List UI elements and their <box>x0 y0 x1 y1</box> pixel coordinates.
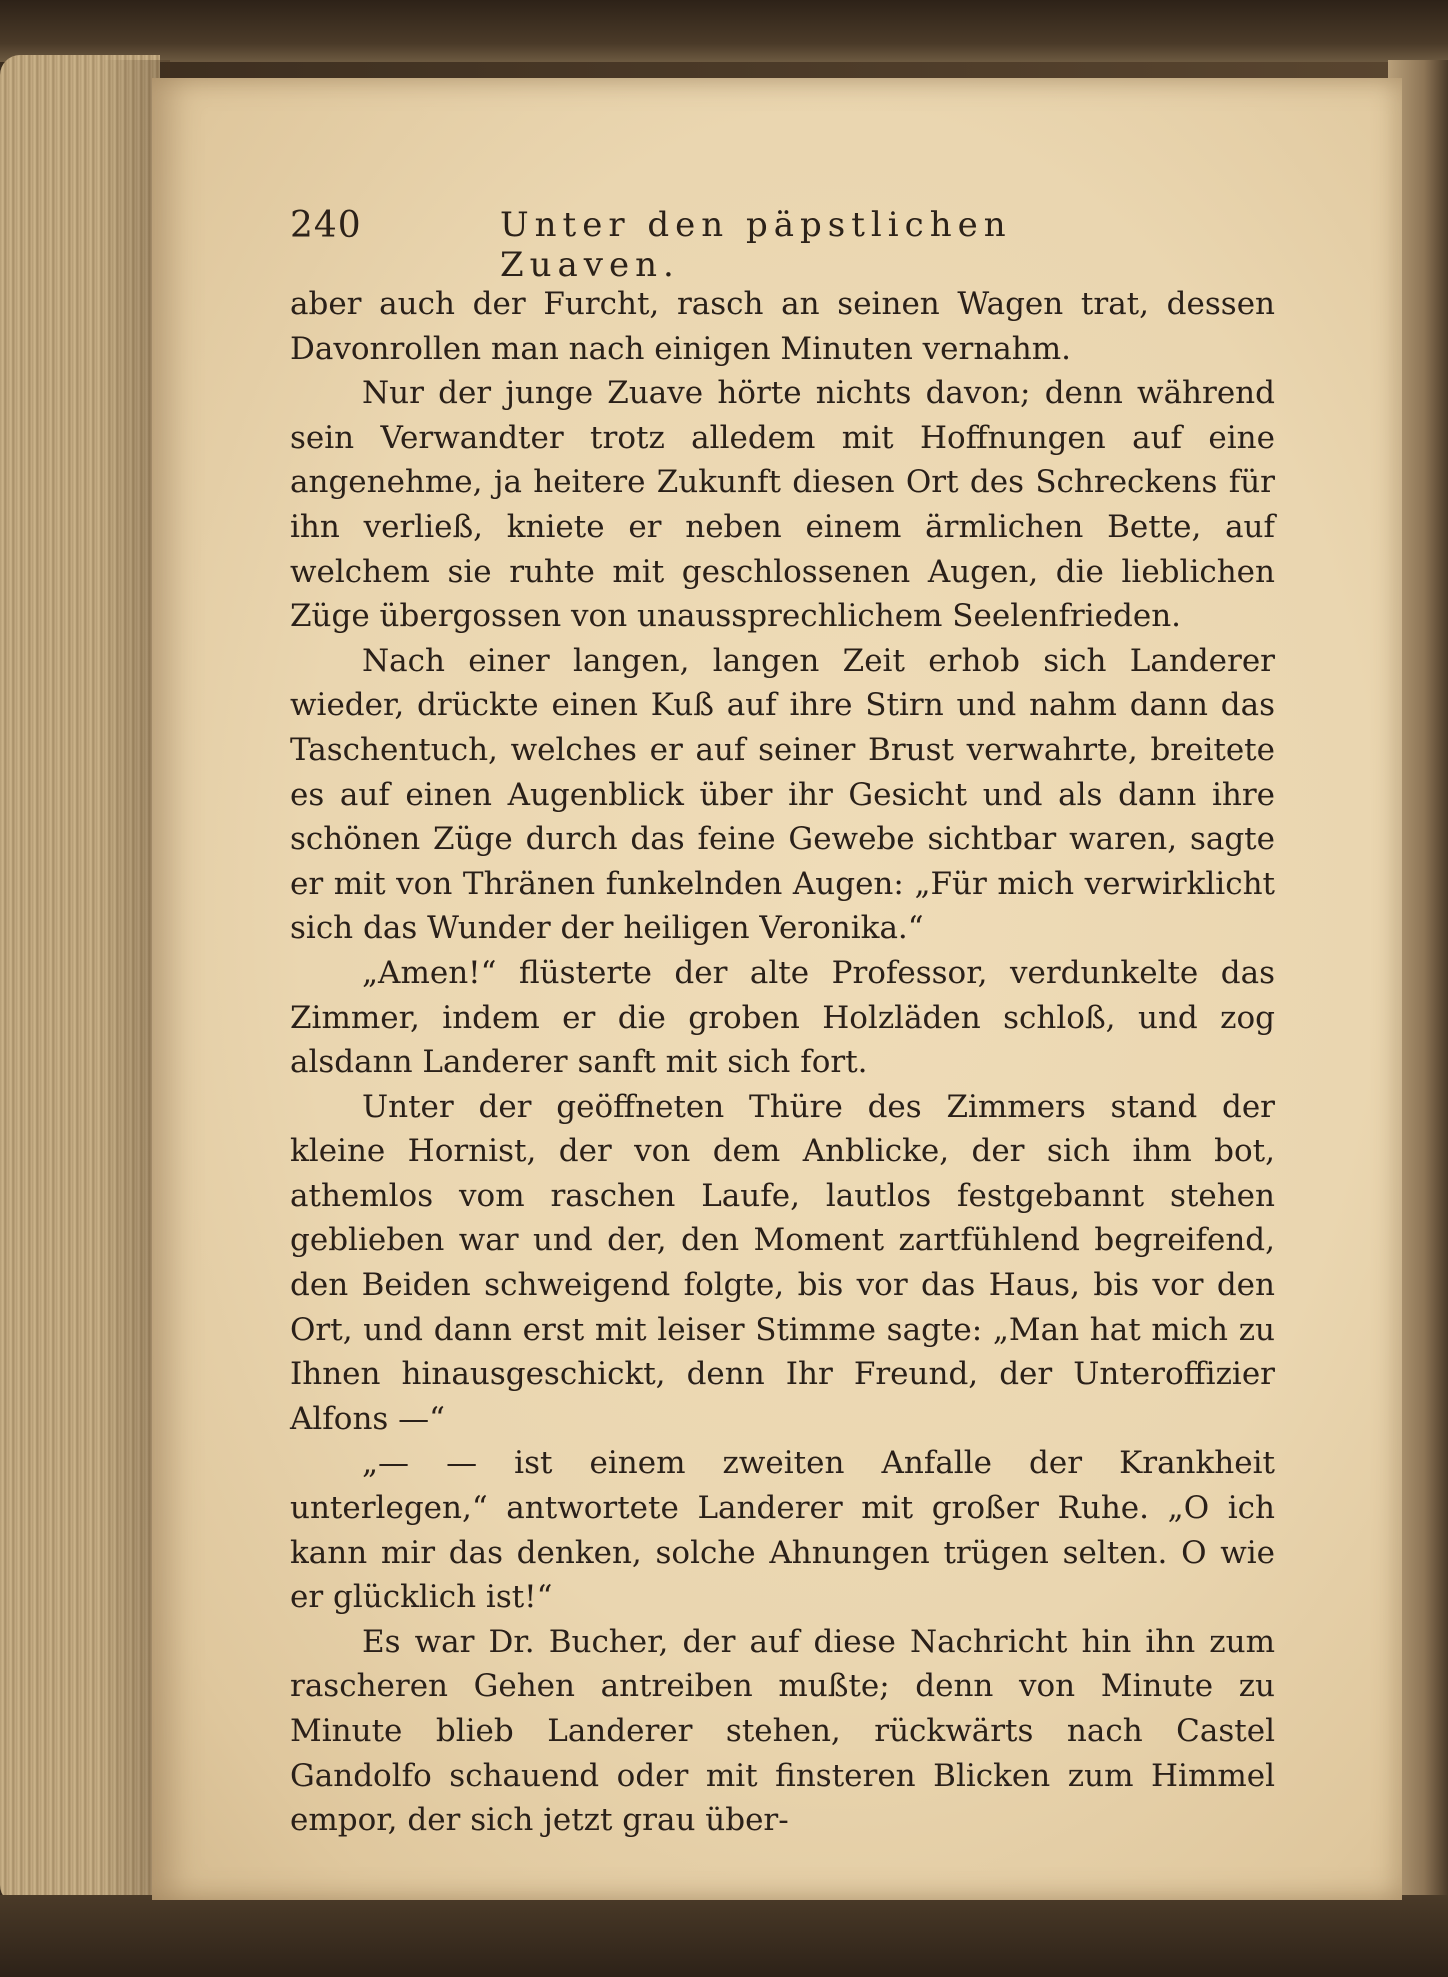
page-number: 240 <box>290 205 362 246</box>
paragraph: Nach einer langen, langen Zeit erhob sich Landerer wieder, drückte einen Kuß auf ihre Stirn und nahm dann das Taschentuch, welches er auf seiner Brust verwahrte, breitete es auf einen Augenblick über ihr Gesicht und als dann ihre schönen Züge durch das feine Gewebe sichtbar waren, sagte er mit von Thränen funkelnden Augen: „Für mich verwirklicht sich das Wunder der heiligen Veronika.“ <box>290 642 1275 947</box>
running-title: Unter den päpstlichen Zuaven. <box>500 205 1012 285</box>
paragraph: Unter der geöffneten Thüre des Zimmers stand der kleine Hornist, der von dem Anblicke, der sich ihm bot, athemlos vom raschen Laufe, lautlos festgebannt stehen geblieben war und der, den Moment zartfühlend begreifend, den Beiden schweigend folgte, bis vor das Haus, bis vor den Ort, und dann erst mit leiser Stimme sagte: „Man hat mich zu Ihnen hinausgeschickt, denn Ihr Freund, der Unteroffizier Alfons —“ <box>290 1088 1275 1437</box>
body-text <box>290 282 1275 1843</box>
paragraph: Nur der junge Zuave hörte nichts davon; denn während sein Verwandter trotz alledem mit Hoffnungen auf eine angenehme, ja heitere Zukunft diesen Ort des Schreckens für ihn verließ, kniete er neben einem ärmlichen Bette, auf welchem sie ruhte mit geschlossenen Augen, die lieblichen Züge übergossen von unaussprechlichem Seelenfrieden. <box>290 375 1275 635</box>
book-cover-top <box>0 0 1448 62</box>
book-bottom-edge <box>0 1895 1448 1977</box>
paragraph: Es war Dr. Bucher, der auf diese Nachricht hin ihn zum rascheren Gehen antreiben mußte; denn von Minute zu Minute blieb Landerer stehen, rückwärts nach Castel Gandolfo schauend oder mit finsteren Blicken zum Himmel empor, der sich jetzt grau über- <box>290 1623 1275 1839</box>
paragraph: „Amen!“ flüsterte der alte Professor, verdunkelte das Zimmer, indem er die groben Holzläden schloß, und zog alsdann Landerer sanft mit sich fort. <box>290 954 1275 1081</box>
paragraph: „— — ist einem zweiten Anfalle der Krankheit unterlegen,“ antwortete Landerer mit großer Ruhe. „O ich kann mir das denken, solche Ahnungen trügen selten. O wie er glücklich ist!“ <box>290 1445 1275 1616</box>
paragraph: aber auch der Furcht, rasch an seinen Wagen trat, dessen Davonrollen man nach einigen Minuten vernahm. <box>290 286 1275 367</box>
page-header <box>290 205 1050 285</box>
